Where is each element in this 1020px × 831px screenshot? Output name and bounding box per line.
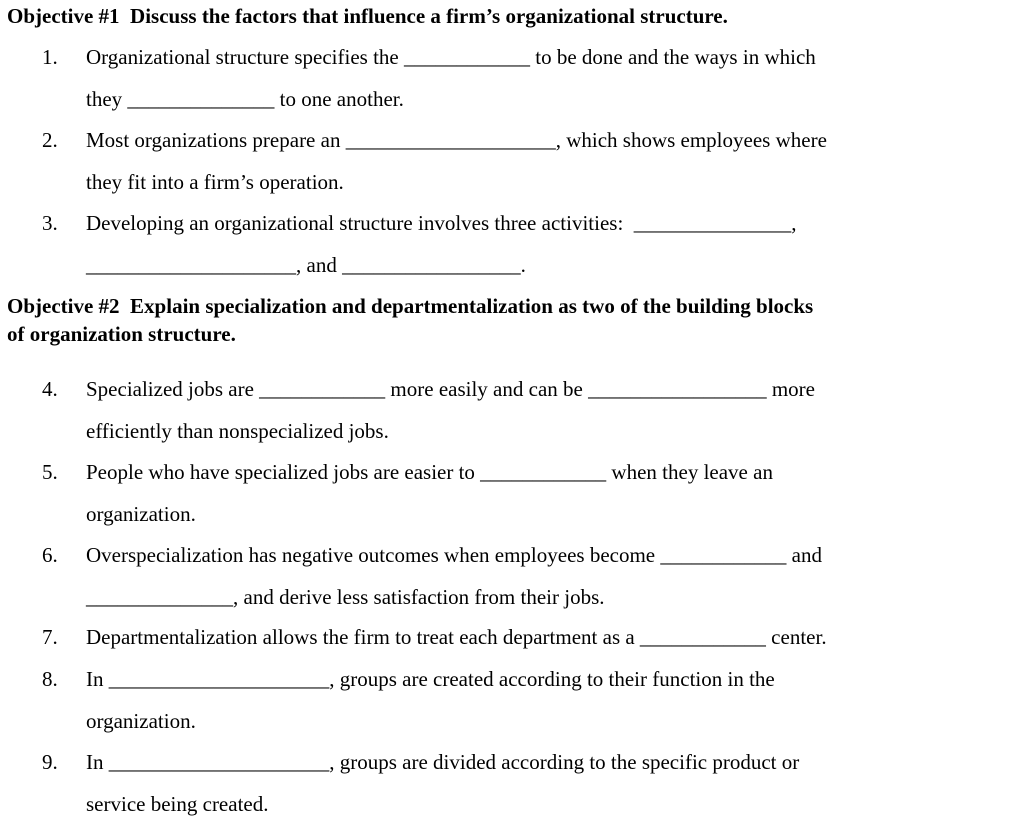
objective-1-heading: Objective #1 Discuss the factors that influence a firm’s organizational structure. — [7, 4, 728, 28]
question-text-line-1: Organizational structure specifies the ____________ to be done and the ways in which — [86, 45, 816, 69]
objective-2-heading-line-2: of organization structure. — [7, 322, 236, 346]
question-3 — [0, 209, 1020, 292]
question-text-line-1: Specialized jobs are ____________ more easily and can be _________________ more — [86, 377, 815, 401]
question-text-line-2: organization. — [86, 709, 196, 733]
question-text-line-1: In _____________________, groups are divided according to the specific product or — [86, 750, 800, 774]
question-text-line-1: Overspecialization has negative outcomes when employees become ____________ and — [86, 543, 822, 567]
question-number: 7. — [42, 625, 58, 649]
question-text-line-2: organization. — [86, 502, 196, 526]
question-number: 8. — [42, 667, 58, 691]
question-text-line-1: Developing an organizational structure involves three activities: _______________, — [86, 211, 797, 235]
question-number: 9. — [42, 750, 58, 774]
question-number: 4. — [42, 377, 58, 401]
question-number: 3. — [42, 211, 58, 235]
question-text-line-2: ______________, and derive less satisfaction from their jobs. — [86, 585, 605, 609]
question-text-line-2: they fit into a firm’s operation. — [86, 170, 344, 194]
question-5 — [0, 458, 1020, 541]
question-text-line-1: In _____________________, groups are created according to their function in the — [86, 667, 775, 691]
question-number: 2. — [42, 128, 58, 152]
objective-2-heading-line-1: Objective #2 Explain specialization and departmentalization as two of the building blocks — [7, 294, 814, 318]
question-text-line-2: ____________________, and _________________. — [86, 253, 526, 277]
question-8 — [0, 665, 1020, 748]
question-number: 6. — [42, 543, 58, 567]
question-text-line-2: they ______________ to one another. — [86, 87, 404, 111]
question-text-line-2: efficiently than nonspecialized jobs. — [86, 419, 389, 443]
question-text-line-2: service being created. — [86, 792, 269, 816]
question-text-line-1: Most organizations prepare an ____________________, which shows employees where — [86, 128, 827, 152]
question-6 — [0, 541, 1020, 624]
question-9 — [0, 748, 1020, 831]
question-number: 1. — [42, 45, 58, 69]
question-text-line-1: Departmentalization allows the firm to treat each department as a ____________ center. — [86, 625, 827, 649]
question-number: 5. — [42, 460, 58, 484]
question-4 — [0, 375, 1020, 458]
question-text-line-1: People who have specialized jobs are easier to ____________ when they leave an — [86, 460, 773, 484]
question-2 — [0, 126, 1020, 209]
question-1 — [0, 43, 1020, 126]
